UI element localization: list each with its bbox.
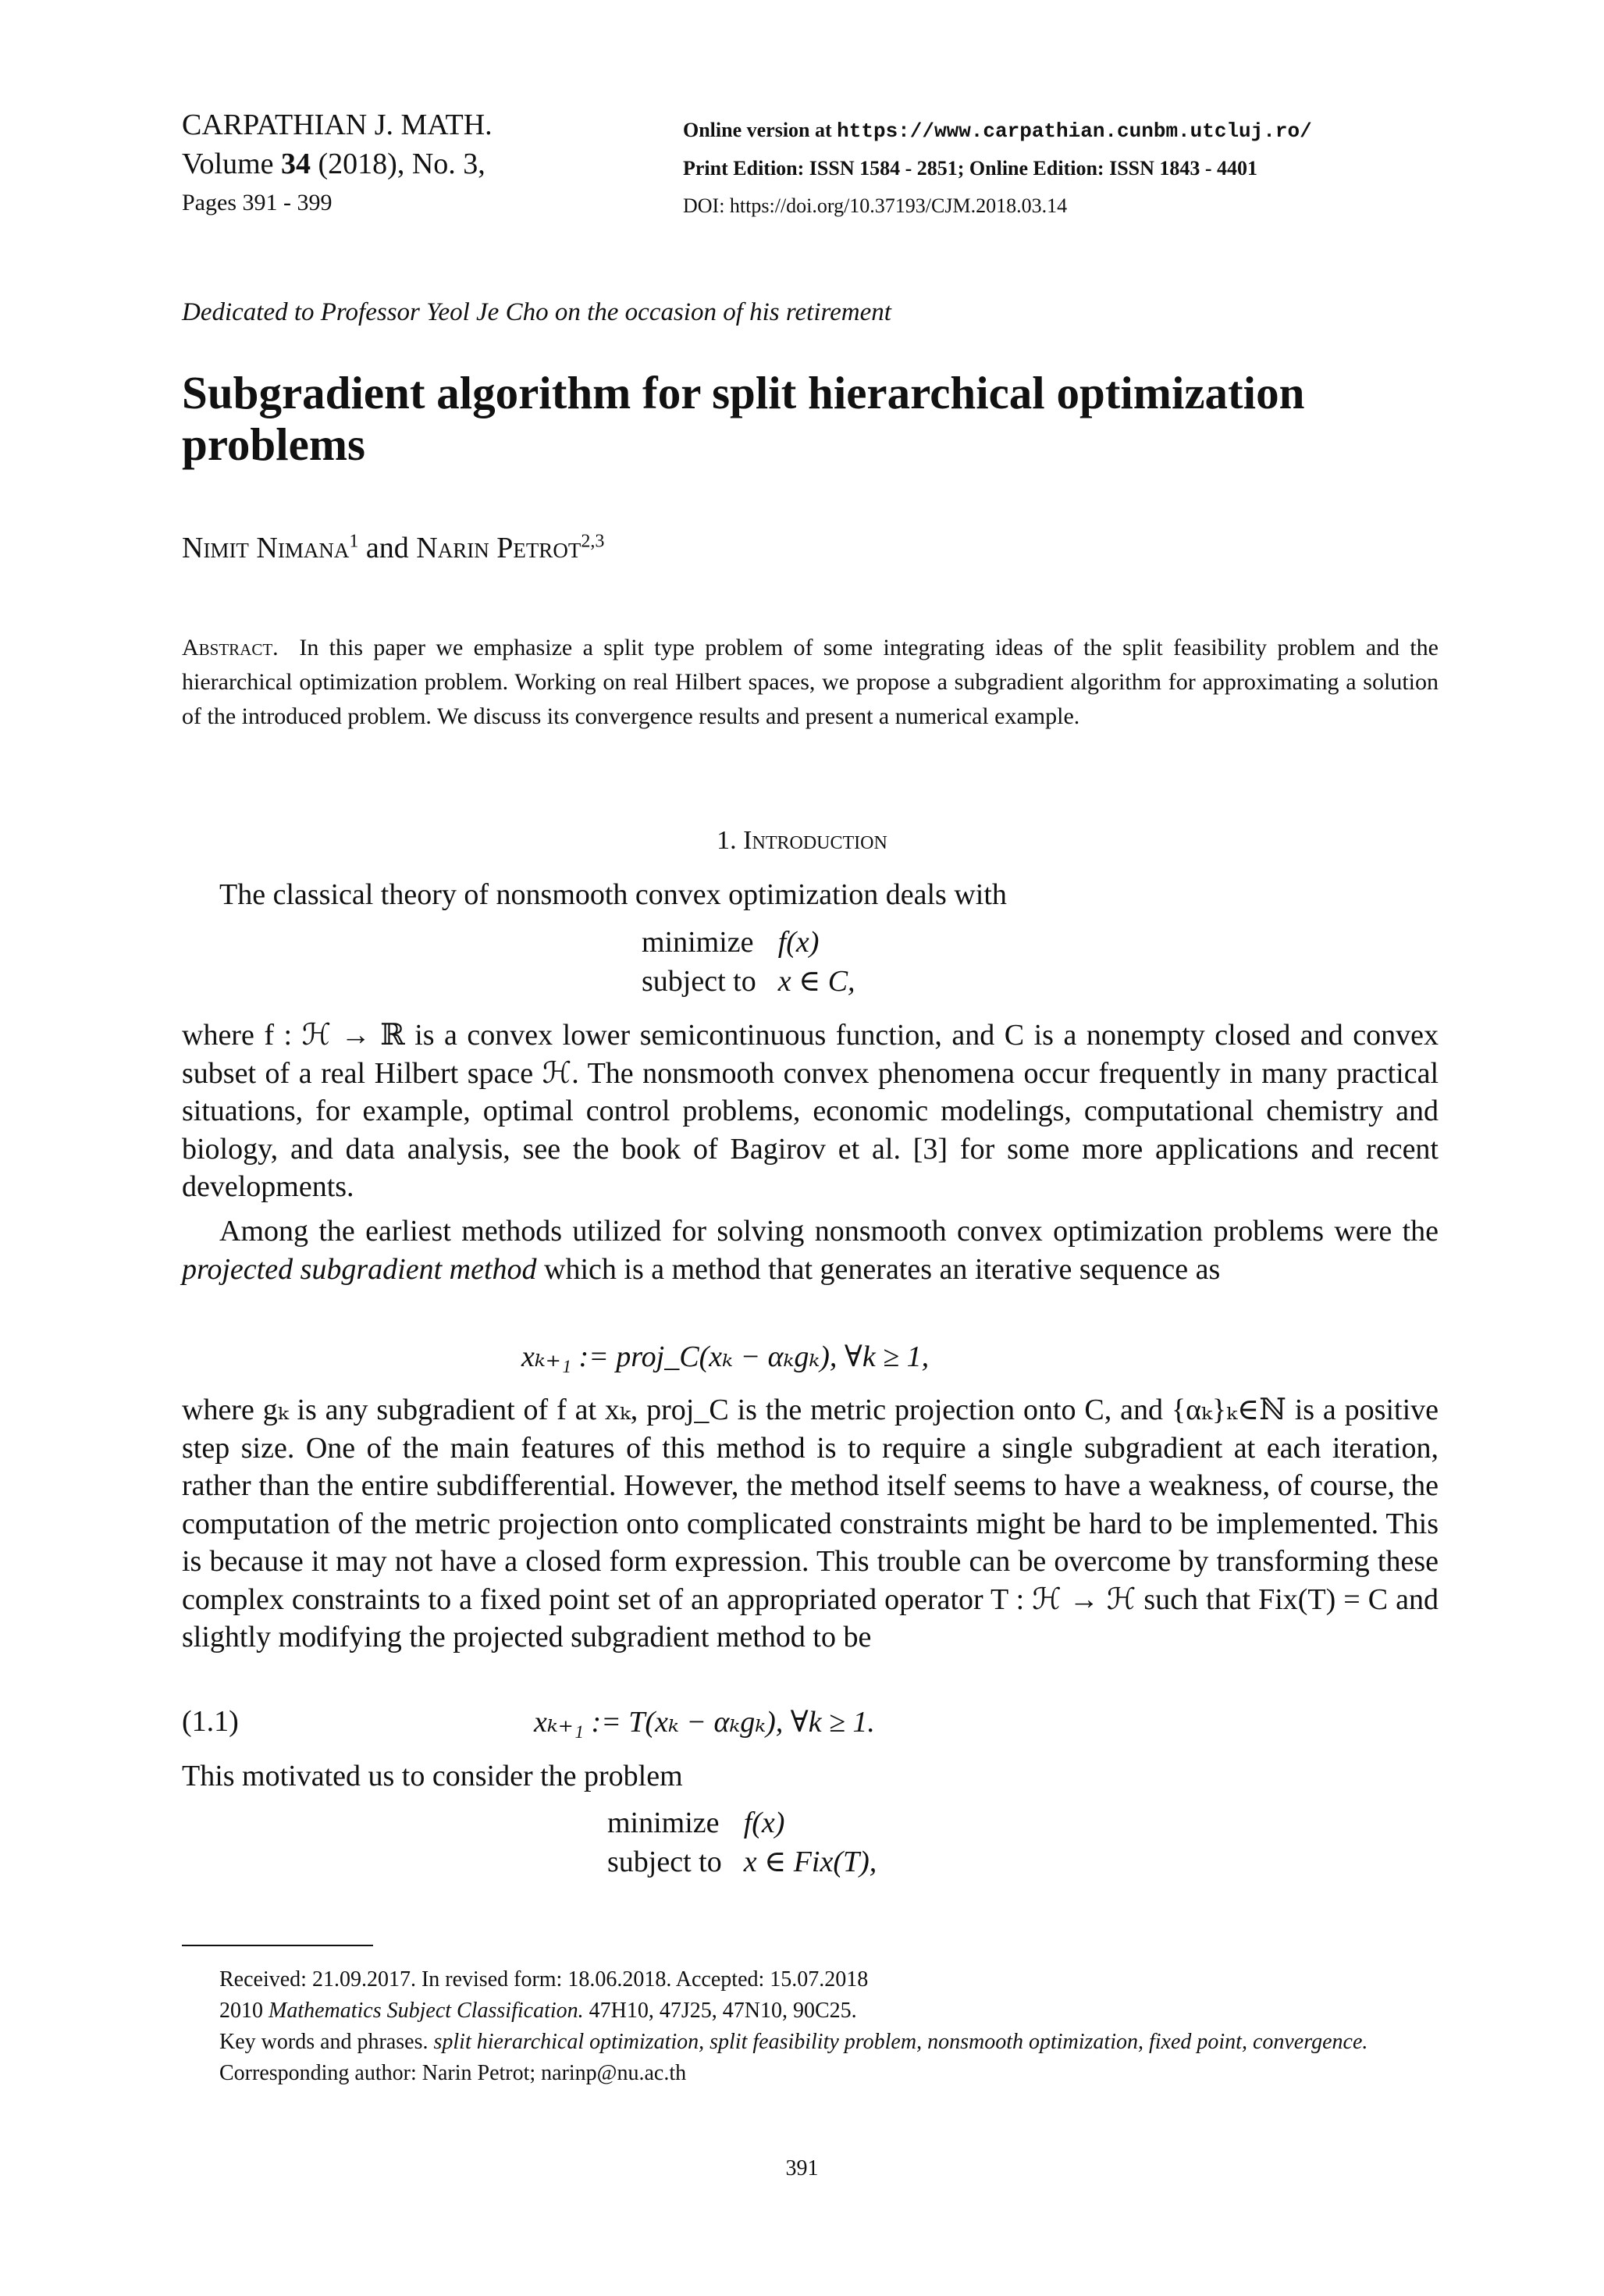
journal-header <box>182 105 650 222</box>
issn-line: Print Edition: ISSN 1584 - 2851; Online Edition: ISSN 1843 - 4401 <box>683 157 1258 180</box>
abstract <box>182 631 1439 734</box>
dedication: Dedicated to Professor Yeol Je Cho on the occasion of his retirement <box>182 298 891 326</box>
author-name: Narin Petrot <box>416 532 581 564</box>
display-equation: minimize f(x) subject to x ∈ Fix(T), <box>607 1807 877 1878</box>
msc-classification: 2010 Mathematics Subject Classification. 47H10, 47J25, 47N10, 90C25. <box>219 1999 857 2023</box>
paragraph: where f : ℋ → ℝ is a convex lower semicontinuous function, and C is a nonempty closed and convex subset of a real Hilbert space ℋ. The nonsmooth convex phenomena occur frequently in many practical situations, for example, optimal control problems, economic modelings, computational chemistry and biology, and data analysis, see the book of Bagirov et al. [3] for some more applications and recent developments. <box>182 1019 1439 1203</box>
author-name: Nimit Nimana <box>182 532 350 564</box>
abstract-text: In this paper we emphasize a split type problem of some integrating ideas of the split feasibility problem and the hierarchical optimization problem. Working on real Hilbert spaces, we propose a subgradient algorithm for approximating a solution of the introduced problem. We discuss its convergence results and present a numerical example. <box>182 635 1439 729</box>
abstract-label: Abstract. <box>182 635 279 660</box>
page-number: 391 <box>785 2156 819 2180</box>
online-version: Online version at https://www.carpathian.cunbm.utcluj.ro/ <box>683 119 1312 143</box>
publication-info <box>683 112 1464 225</box>
equation-number: (1.1) <box>182 1705 239 1738</box>
journal-pages: Pages 391 - 399 <box>182 190 333 215</box>
corresponding-author: Corresponding author: Narin Petrot; narinp@nu.ac.th <box>219 2061 687 2085</box>
paper-title: Subgradient algorithm for split hierarchical optimization problems <box>182 367 1305 470</box>
keywords: Key words and phrases. split hierarchical optimization, split feasibility problem, nonsmooth optimization, fixed point, convergence. <box>219 2030 1368 2054</box>
display-equation: minimize f(x) subject to x ∈ C, <box>642 926 855 998</box>
paragraph: Among the earliest methods utilized for solving nonsmooth convex optimization problems were the projected subgradient method which is a method that generates an iterative sequence as <box>182 1215 1439 1286</box>
display-equation: xₖ₊₁ := T(xₖ − αₖgₖ), ∀k ≥ 1. <box>534 1706 875 1739</box>
author-list: Nimit Nimana$^1$ and Narin Petrot$^{2,3}$ <box>182 531 605 564</box>
section-heading: 1. Introduction <box>717 826 887 855</box>
footnote-rule <box>182 1945 373 1946</box>
journal-volume: Volume 34 (2018), No. 3, <box>182 148 485 180</box>
paragraph: where gₖ is any subgradient of f at xₖ, proj_C is the metric projection onto C, and {αₖ}ₖ∈ℕ is a positive step size. One of the main features of this method is to require a single subgradient at each iteration, rather than the entire subdifferential. However, the method itself seems to have a weakness, of course, the computation of the metric projection onto complicated constraints might be hard to be implemented. This is because it may not have a closed form expression. This trouble can be overcome by transforming these complex constraints to a fixed point set of an appropriated operator T : ℋ → ℋ such that Fix(T) = C and slightly modifying the projected subgradient method to be <box>182 1394 1439 1653</box>
journal-name: CARPATHIAN J. MATH. <box>182 109 493 141</box>
footnotes <box>182 1964 1439 2089</box>
display-equation: xₖ₊₁ := proj_C(xₖ − αₖgₖ), ∀k ≥ 1, <box>521 1340 930 1373</box>
received-dates: Received: 21.09.2017. In revised form: 18.06.2018. Accepted: 15.07.2018 <box>219 1967 869 1992</box>
online-url-link[interactable]: https://www.carpathian.cunbm.utcluj.ro/ <box>837 119 1312 143</box>
paragraph: This motivated us to consider the problem <box>182 1760 683 1792</box>
doi-line[interactable]: DOI: https://doi.org/10.37193/CJM.2018.03.14 <box>683 194 1068 217</box>
paragraph: The classical theory of nonsmooth convex optimization deals with <box>219 878 1007 911</box>
